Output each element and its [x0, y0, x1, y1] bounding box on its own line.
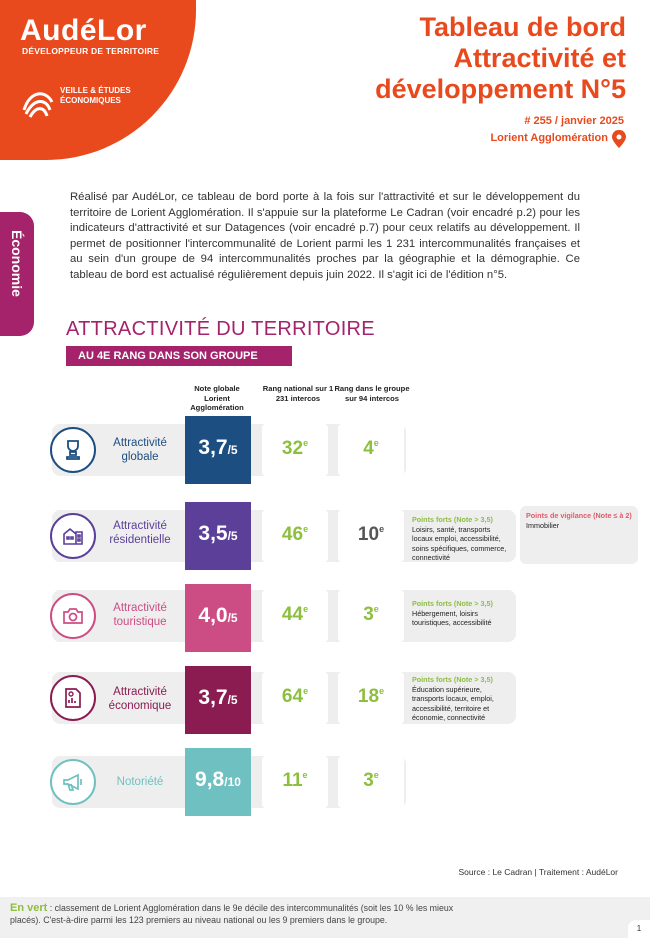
rank-group: 4e — [338, 424, 404, 476]
row-label: Notoriété — [116, 776, 164, 788]
row-label: Attractivité globale — [113, 437, 167, 463]
rank-group: 10e — [338, 510, 404, 562]
col-head-national: Rang national sur 1 231 intercos — [262, 384, 334, 403]
strengths-note: Points forts (Note > 3,5) Hébergement, loisirs touristiques, accessibilité — [412, 599, 493, 627]
col-head-score: Note globale Lorient Agglomération — [190, 384, 244, 412]
brand-tagline: DÉVELOPPEUR DE TERRITOIRE — [22, 46, 160, 56]
row-label: Attractivité touristique — [113, 602, 167, 628]
side-tab-economie: Économie — [0, 212, 34, 336]
veille-label: VEILLE & ÉTUDES ÉCONOMIQUES — [60, 86, 131, 105]
score-card: 3,5/5 — [185, 502, 251, 570]
veille-icon — [20, 84, 56, 120]
rank-national: 64e — [262, 672, 328, 724]
rank-national: 44e — [262, 590, 328, 642]
score-card: 4,0/5 — [185, 584, 251, 652]
source-note: Source : Le Cadran | Traitement : AudéLor — [458, 867, 618, 877]
col-head-group: Rang dans le groupe sur 94 intercos — [334, 384, 410, 403]
issue-number: # 255 / janvier 2025 — [524, 115, 624, 127]
report-icon — [50, 675, 96, 721]
row-label: Attractivité résidentielle — [109, 520, 171, 546]
place-name: Lorient Agglomération — [490, 132, 608, 144]
strengths-note: Points forts (Note > 3,5) Éducation supérieure, transports locaux, emploi, accessibilité, territoire et économie, connectivité — [412, 675, 494, 722]
strengths-note: Points forts (Note > 3,5) Loisirs, santé, transports locaux emploi, accessibilité, soins spécifiques, commerce, connectivité — [412, 515, 507, 562]
rank-national: 46e — [262, 510, 328, 562]
rank-national: 32e — [262, 424, 328, 476]
house-icon — [50, 513, 96, 559]
rank-group: 3e — [338, 590, 404, 642]
intro-paragraph: Réalisé par AudéLor, ce tableau de bord porte à la fois sur l'attractivité et sur le développement du territoire de Lorient Agglomération. Il s'appuie sur la plateforme Le Cadran (voir encadré p.2) pour les indicateurs d'attractivité et sur Datagences (voir encadré p.7) pour ceux relatifs au développement. Il permet de positionner l'intercommunalité de Lorient parmi les 1 231 intercommunalités françaises et au sein d'un groupe de 94 intercommunalités proches par la géographie et la démographie. Ce tableau de bord est actualisé régulièrement depuis juin 2022. Il s'agit ici de l'édition n°5. — [70, 191, 580, 281]
rank-group: 3e — [338, 756, 404, 808]
footer-legend: En vert : classement de Lorient Agglomération dans le 9e décile des intercommunalités (soit les 10 % les mieux placés). C'est-à-dire parmi les 123 premiers au niveau national ou les 9 premiers dans le groupe. — [10, 902, 454, 925]
section-title: ATTRACTIVITÉ DU TERRITOIRE — [66, 318, 375, 340]
rank-group: 18e — [338, 672, 404, 724]
page-title: Tableau de bord Attractivité et développement N°5 — [375, 12, 626, 104]
score-card: 9,8/10 — [185, 748, 251, 816]
location-pin-icon — [612, 130, 626, 148]
section-badge: AU 4E RANG DANS SON GROUPE — [66, 346, 292, 366]
camera-icon — [50, 593, 96, 639]
score-card: 3,7/5 — [185, 416, 251, 484]
score-card: 3,7/5 — [185, 666, 251, 734]
row-label: Attractivité économique — [108, 686, 172, 712]
trophy-icon — [50, 427, 96, 473]
rank-national: 11e — [262, 756, 328, 808]
megaphone-icon — [50, 759, 96, 805]
brand-logo: AudéLor — [20, 14, 147, 47]
page-number: 1 — [628, 920, 650, 938]
vigilance-note: Points de vigilance (Note ≤ à 2) Immobilier — [520, 506, 638, 564]
